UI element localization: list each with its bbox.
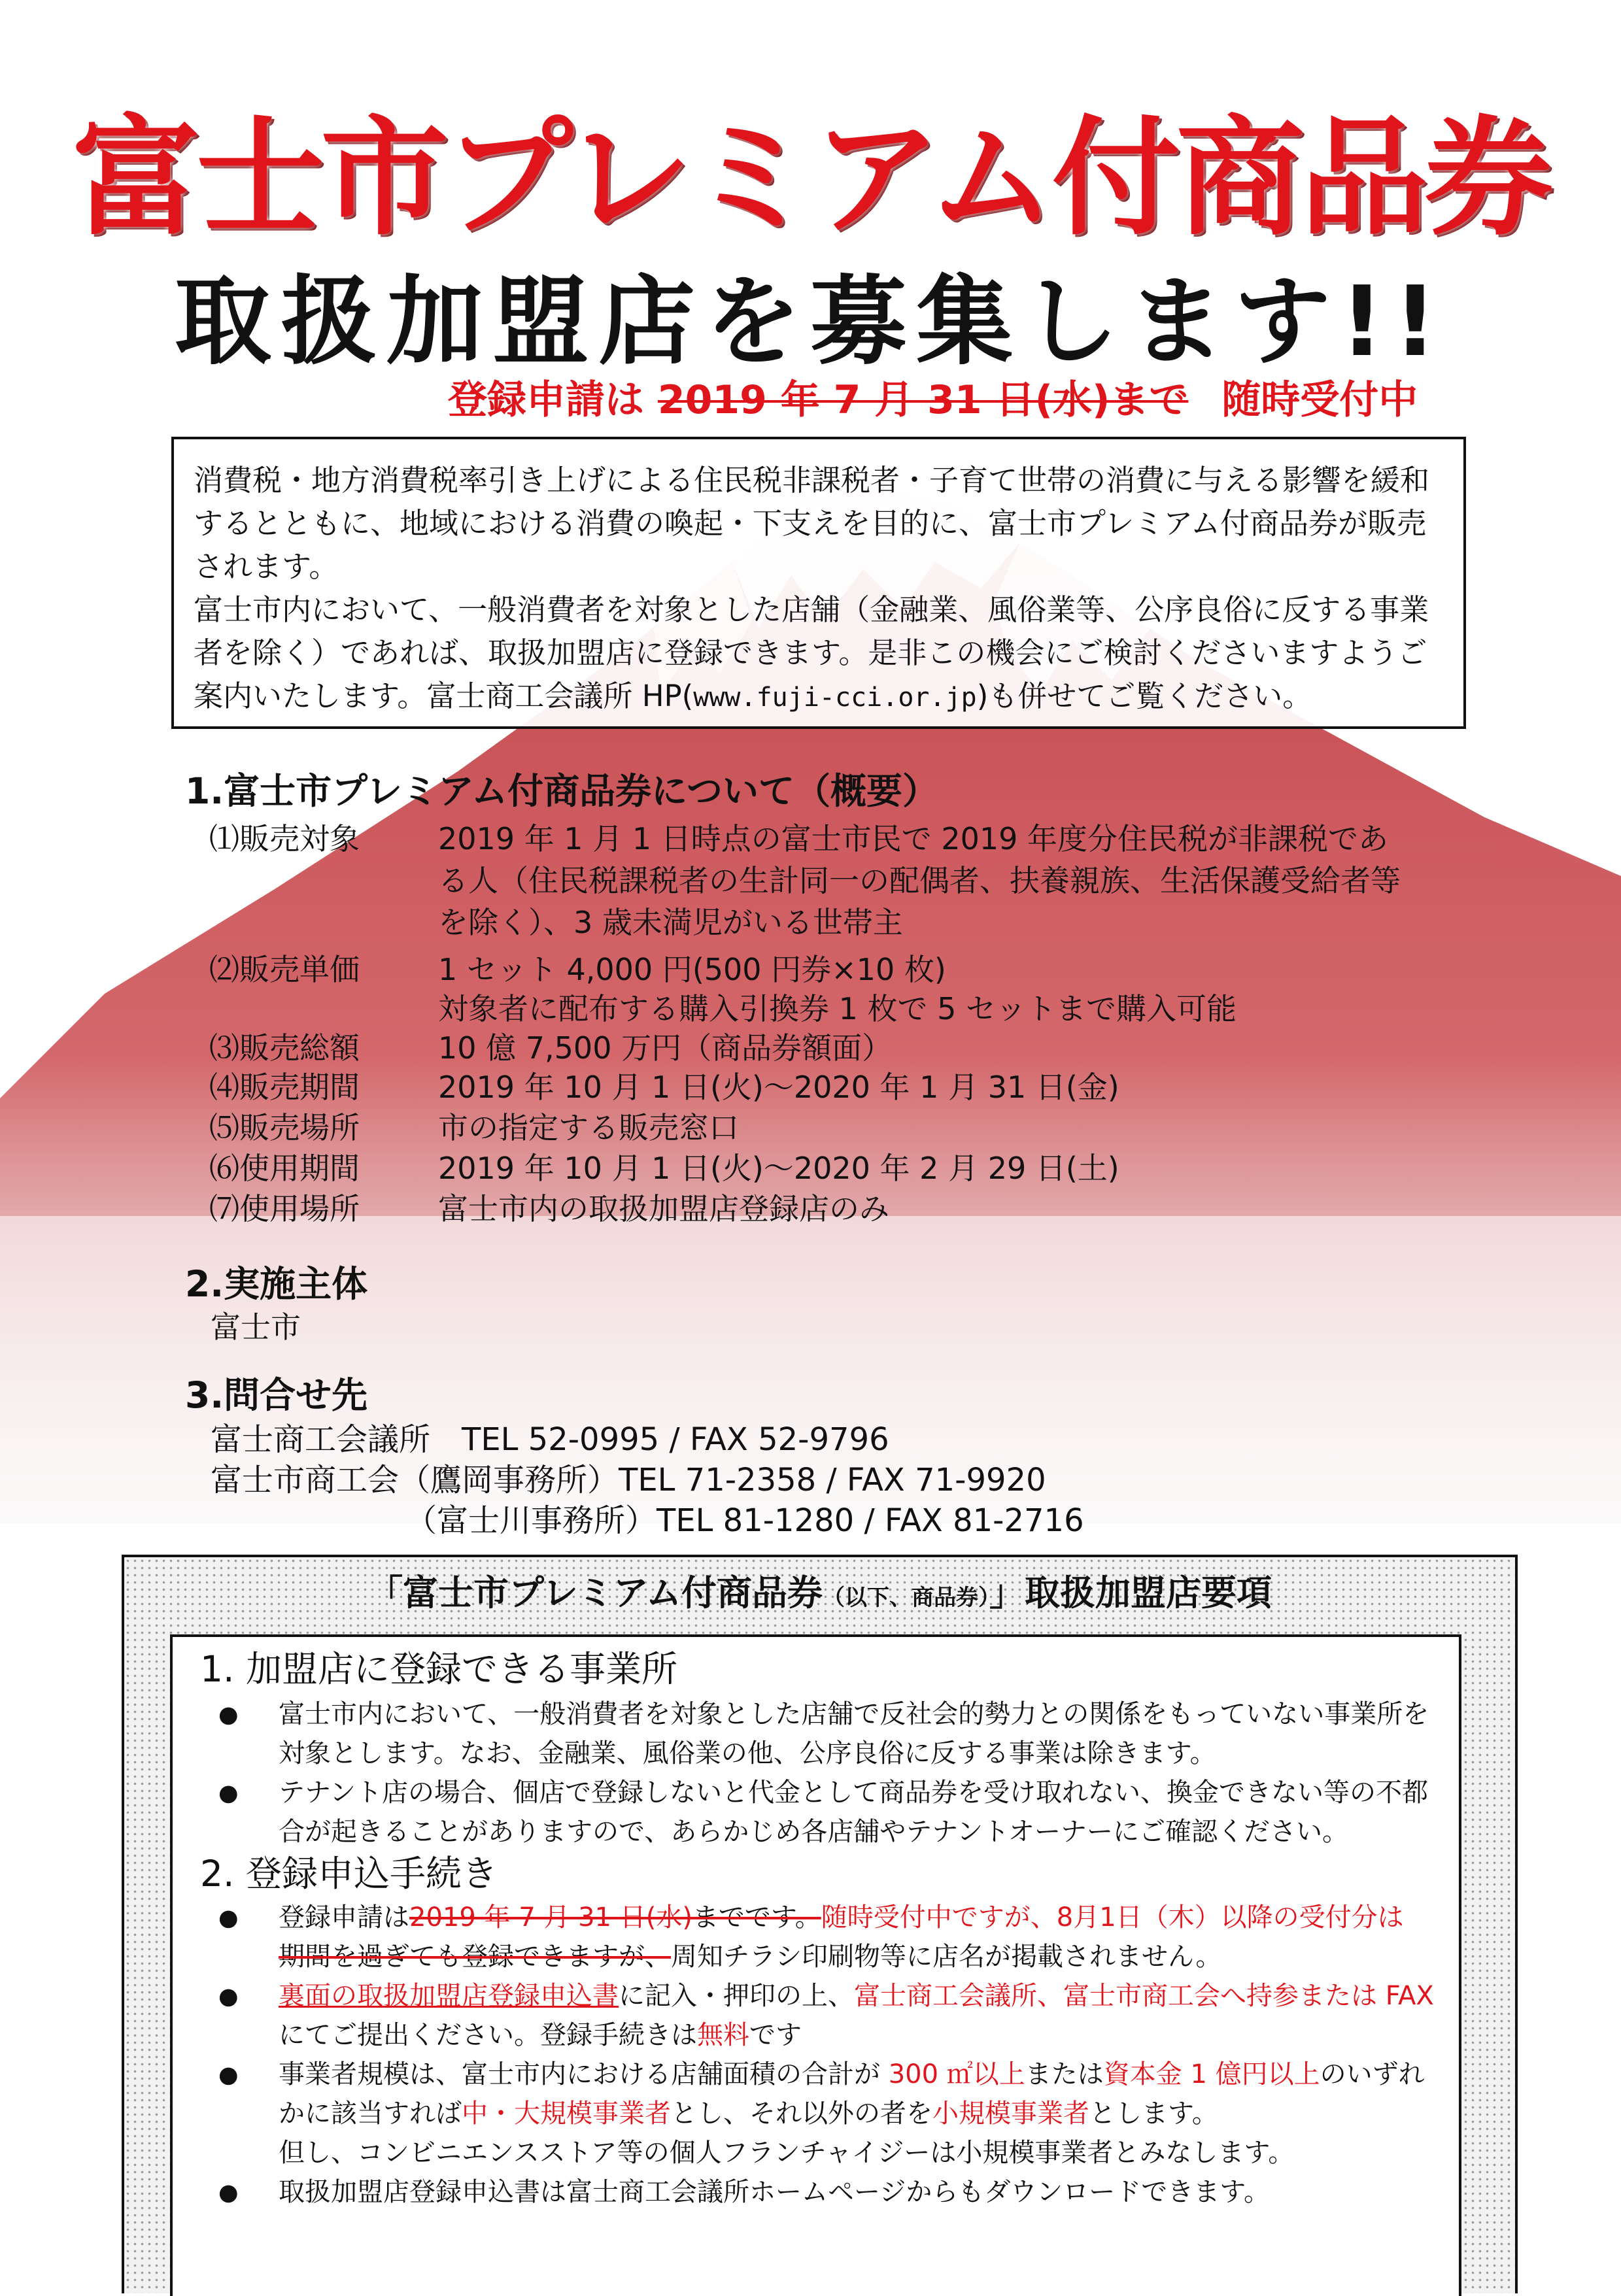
guidelines-title [124, 1572, 1515, 1613]
procedure-bullet: 取扱加盟店登録申込書は富士商工会議所ホームページからもダウンロードできます。 [279, 2177, 1270, 2207]
text: にてご提出ください。登録手続きは [279, 2020, 697, 2050]
text: 事業者規模は、富士市内における店舗面積の合計が [279, 2059, 889, 2089]
struck-text: までです。 [692, 1902, 821, 1933]
struck-text: 期間を過ぎても登録できますが、 [279, 1942, 671, 1972]
highlight-text: 資本金 1 億円以上 [1103, 2059, 1320, 2089]
procedure-bullet [279, 1976, 1449, 2055]
intro-text-end: )も併せてご覧ください。 [976, 679, 1312, 713]
item-label: ⑵販売単価 [209, 952, 360, 987]
item-value: る人（住民税課税者の生計同一の配偶者、扶養親族、生活保護受給者等 [438, 863, 1401, 898]
text: 周知チラシ印刷物等に店名が掲載されません。 [671, 1942, 1222, 1972]
highlight-text: 小規模事業者 [932, 2099, 1089, 2129]
item-value: 市の指定する販売窓口 [438, 1110, 739, 1145]
organizer: 富士市 [211, 1309, 301, 1345]
bullet-icon: ● [218, 1702, 239, 1728]
text: に記入・押印の上、 [619, 1981, 854, 2011]
free-badge: 無料 [697, 2020, 749, 2050]
text: とします。 [1089, 2099, 1218, 2129]
text: 登録申請は [279, 1902, 409, 1933]
campaign-title: 富士市プレミアム付商品券 [72, 104, 1549, 253]
guidelines-content [170, 1634, 1461, 2296]
item-label: ⑹使用期間 [209, 1151, 360, 1186]
item-value: 10 億 7,500 万円（商品券額面） [438, 1030, 893, 1066]
section-2-heading: 2.実施主体 [185, 1263, 368, 1305]
guidelines-header [124, 1557, 1515, 1634]
deadline-open-status: 随時受付中 [1221, 377, 1418, 423]
title-note: （以下、商品券） [823, 1585, 990, 1611]
procedure-bullet [279, 2055, 1449, 2172]
text: または [1025, 2059, 1104, 2089]
intro-text: 富士市内において、一般消費者を対象とした店舗（金融業、風俗業等、公序良俗に反する事業者を除く）であれば、取扱加盟店に登録できます。是非この機会にご検討くださいますようご案内いたします。富士商工会議所 HP( [194, 592, 1429, 713]
procedure-bullet [279, 1898, 1449, 1976]
eligibility-heading: 1. 加盟店に登録できる事業所 [200, 1648, 677, 1690]
eligibility-bullet: テナント店の場合、個店で登録しないと代金として商品券を受け取れない、換金できない等の不都合が起きることがありますので、あらかじめ各店舗やテナントオーナーにご確認ください。 [279, 1778, 1428, 1847]
bullet-icon: ● [218, 2062, 239, 2088]
application-form-link[interactable]: 裏面の取扱加盟店登録申込書 [279, 1981, 619, 2011]
section-1-heading: 1.富士市プレミアム付商品券について（概要） [185, 770, 939, 812]
website-link[interactable]: www.fuji-cci.or.jp [693, 683, 977, 713]
item-value: 対象者に配布する購入引換券 1 枚で 5 セットまで購入可能 [438, 991, 1237, 1026]
text: のいずれかに該当すれば [279, 2059, 1425, 2129]
eligibility-bullet: 富士市内において、一般消費者を対象とした店舗で反社会的勢力との関係をもっていない事業所を対象とします。なお、金融業、風俗業の他、公序良俗に反する事業は除きます。 [279, 1699, 1429, 1768]
bullet-icon: ● [218, 1984, 239, 2010]
highlight-text: 富士商工会議所、富士市商工会へ持参または FAX [854, 1981, 1434, 2011]
title-part: 「富士市プレミアム付商品券 [367, 1572, 823, 1613]
intro-paragraph-1: 消費税・地方消費税率引き上げによる住民税非課税者・子育て世帯の消費に与える影響を緩和するとともに、地域における消費の喚起・下支えを目的に、富士市プレミアム付商品券が販売されます。 [194, 463, 1430, 584]
highlight-text: 中・大規模事業者 [462, 2099, 671, 2129]
deadline-struck-date: 2019 年 7 月 31 日(水)まで [657, 377, 1189, 423]
item-label: ⑺使用場所 [209, 1191, 360, 1226]
text: です [749, 2020, 802, 2050]
item-value: 1 セット 4,000 円(500 円券×10 枚) [438, 952, 946, 987]
text: 但し、コンビニエンスストア等の個人フランチャイジーは小規模事業者とみなします。 [279, 2138, 1295, 2168]
highlight-text: 随時受付中ですが、8月1日（木）以降の受付分は [821, 1902, 1404, 1933]
contact-line: （富士川事務所）TEL 81-1280 / FAX 81-2716 [405, 1502, 1084, 1539]
guidelines-box [122, 1555, 1518, 2293]
item-value: 2019 年 10 月 1 日(火)～2020 年 1 月 31 日(金) [438, 1070, 1119, 1105]
item-label: ⑴販売対象 [209, 821, 360, 856]
highlight-text: 300 ㎡以上 [888, 2059, 1025, 2089]
contact-line: 富士市商工会（鷹岡事務所）TEL 71-2358 / FAX 71-9920 [211, 1462, 1046, 1498]
bullet-icon: ● [218, 1780, 239, 1806]
item-value: を除く）、3 歳未満児がいる世帯主 [438, 905, 903, 940]
struck-date: 2019 年 7 月 31 日(水) [409, 1902, 692, 1933]
bullet-icon: ● [218, 2180, 239, 2206]
item-value: 富士市内の取扱加盟店登録店のみ [438, 1191, 889, 1226]
procedure-heading: 2. 登録申込手続き [200, 1853, 498, 1895]
section-3-heading: 3.問合せ先 [185, 1374, 368, 1416]
text: とし、それ以外の者を [671, 2099, 932, 2129]
recruitment-subtitle: 取扱加盟店を募集します!! [175, 265, 1446, 378]
deadline-label: 登録申請は [448, 377, 644, 423]
item-value: 2019 年 10 月 1 日(火)～2020 年 2 月 29 日(土) [438, 1151, 1119, 1186]
item-label: ⑶販売総額 [209, 1030, 360, 1066]
item-value: 2019 年 1 月 1 日時点の富士市民で 2019 年度分住民税が非課税であ [438, 821, 1389, 856]
title-part: 」取扱加盟店要項 [989, 1572, 1272, 1613]
item-label: ⑸販売場所 [209, 1110, 360, 1145]
contact-line: 富士商工会議所 TEL 52-0995 / FAX 52-9796 [211, 1421, 889, 1458]
item-label: ⑷販売期間 [209, 1070, 360, 1105]
bullet-icon: ● [218, 1905, 239, 1931]
